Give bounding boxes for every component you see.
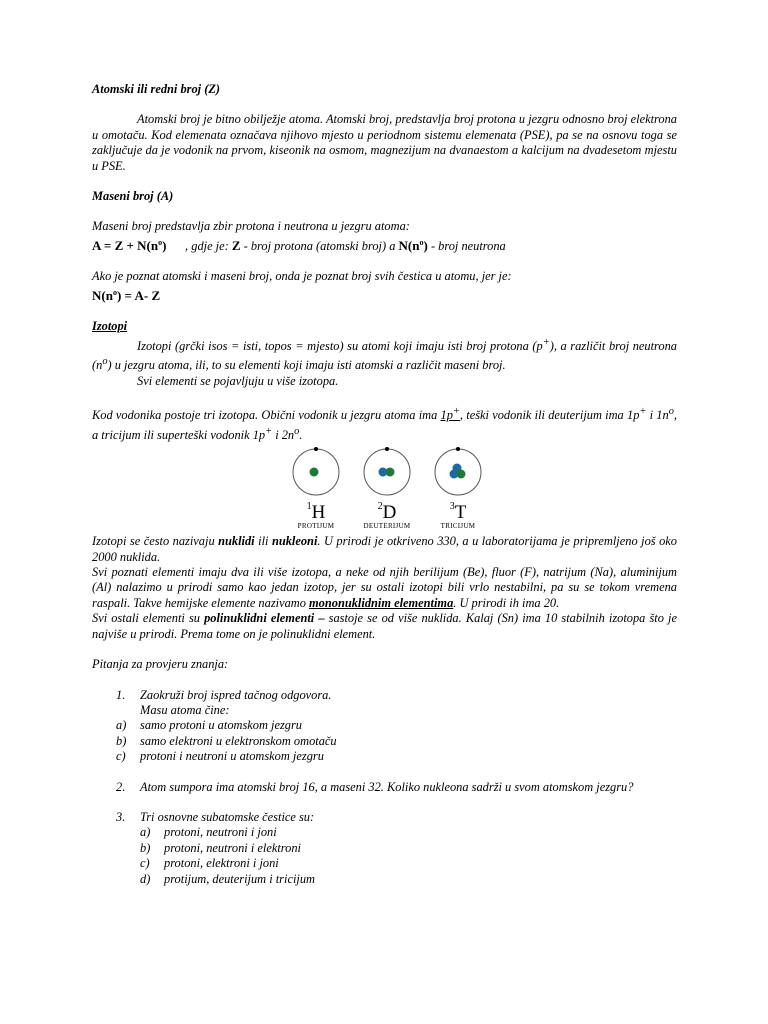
paragraph-hydrogen-isotopes: Kod vodonika postoje tri izotopa. Obični vodonik u jezgru atoma ima 1p+, teški vodonik ili deuterijum ima 1p+ i $1n^o$, a tricijum ili superteški vodonik 1p+ i $2n^o$. — [92, 406, 677, 442]
isotope-name-tritium: TRICIJUM — [440, 522, 476, 531]
proton — [310, 468, 319, 477]
paragraph-isotopes-definition: Izotopi (grčki isos = isti, topos = mjesto) su atomi koji imaju isti broj protona (p+), a različit broj neutrona $(n^o)$ u jezgru atoma, ili, to su elementi koji imaju isti atomski a različit maseni broj. — [92, 336, 677, 373]
protium-atom-diagram — [288, 447, 344, 497]
paragraph-mass-number: Maseni broj predstavlja zbir protona i neutrona u jezgru atoma: — [92, 219, 410, 234]
question-number: 1. — [116, 687, 126, 702]
question-number: 3. — [116, 809, 126, 824]
proton — [457, 470, 466, 479]
paragraph-atomic-number: Atomski broj je bitno obilježje atoma. Atomski broj, predstavlja broj protona u jezgru odnosno broj elektrona u omotaču. Kod elemenata označava njihovo mjesto u periodnom sistemu elemenata (PSE), pa se na osnovu toga se zaključuje da je vodonik na prvom, kiseonik na osmom, magnezijum na dvanaestom a kalcijum na dvadesetom mjestu u PSE. — [92, 112, 677, 173]
question-3 — [92, 810, 677, 887]
electron — [385, 447, 389, 451]
electron — [314, 447, 318, 451]
electron — [456, 447, 460, 451]
deuterium-atom-diagram — [359, 447, 415, 497]
paragraph-nuclides: Izotopi se često nazivaju nuklidi ili nukleoni. U prirodi je otkriveno 330, a u laboratorijama je pripremljeno još oko 2000 nuklida. — [92, 534, 677, 564]
answer-option: a) samo protoni u atomskom jezgru — [116, 718, 302, 733]
paragraph-polynuclidic: Svi ostali elementi su polinuklidni elementi – sastoje se od više nuklida. Kalaj (Sn) ima 10 stabilnih izotopa što je najviše u prirodi. Prema tome on je polinuklidni element. — [92, 611, 677, 641]
formula-mass-number: $A = Z + N(n^o)$ , gdje je: Z - broj protona (atomski broj) a $N(n^o)$ - broj neutrona — [92, 237, 506, 253]
question-text: Atom sumpora ima atomski broj 16, a maseni 32. Koliko nukleona sadrži u svom atomskom jezgru? — [140, 779, 634, 794]
question-text: Tri osnovne subatomske čestice su: — [140, 809, 315, 824]
paragraph-particles: Ako je poznat atomski i maseni broj, onda je poznat broj svih čestica u atomu, jer je: — [92, 269, 512, 284]
answer-option: d) protijum, deuterijum i tricijum — [140, 871, 315, 886]
answer-option: c) protoni i neutroni u atomskom jezgru — [116, 749, 324, 764]
isotope-name-deuterium: DEUTERIJUM — [363, 522, 411, 531]
heading-isotopes: Izotopi — [92, 319, 128, 334]
question-1 — [92, 688, 677, 765]
answer-option: c) protoni, elektroni i joni — [140, 856, 279, 871]
heading-questions: Pitanja za provjeru znanja: — [92, 657, 229, 672]
heading-mass-number: Maseni broj (A) — [92, 189, 174, 204]
document-page — [92, 82, 677, 887]
isotope-symbol-deuterium: $^2$D — [377, 501, 397, 524]
question-2 — [92, 780, 677, 795]
answer-option: b) protoni, neutroni i elektroni — [140, 840, 301, 855]
paragraph-mononuclidic: Svi poznati elementi imaju dva ili više izotopa, a neke od njih berilijum (Be), fluor (F), natrijum (Na), aluminijum (Al) nalazimo u prirodi samo kao jedan izotop, jer su ostali izotopi bili vrlo nestabilni, pa su se tokom vremena raspali. Takve hemijske elemente nazivamo mononuklidnim elementima. U prirodi ih ima 20. — [92, 565, 677, 610]
isotope-symbol-tritium: $^3$T — [449, 501, 467, 524]
hydrogen-isotopes-figure — [92, 447, 677, 532]
answer-option: b) samo elektroni u elektronskom omotaču — [116, 733, 337, 748]
proton — [386, 468, 395, 477]
answer-option: a) protoni, neutroni i joni — [140, 825, 277, 840]
question-text: Masu atoma čine: — [140, 702, 230, 717]
tritium-atom-diagram — [430, 447, 486, 497]
heading-atomic-number: Atomski ili redni broj (Z) — [92, 82, 221, 96]
isotope-symbol-protium: $^1$H — [306, 501, 326, 524]
paragraph-isotopes-note: Svi elementi se pojavljuju u više izotopa. — [137, 373, 339, 388]
isotope-name-protium: PROTIJUM — [297, 522, 335, 531]
question-text: Zaokruži broj ispred tačnog odgovora. — [140, 687, 332, 702]
question-number: 2. — [116, 779, 126, 794]
formula-neutrons: $N(n^o) = A-$ Z — [92, 287, 161, 303]
